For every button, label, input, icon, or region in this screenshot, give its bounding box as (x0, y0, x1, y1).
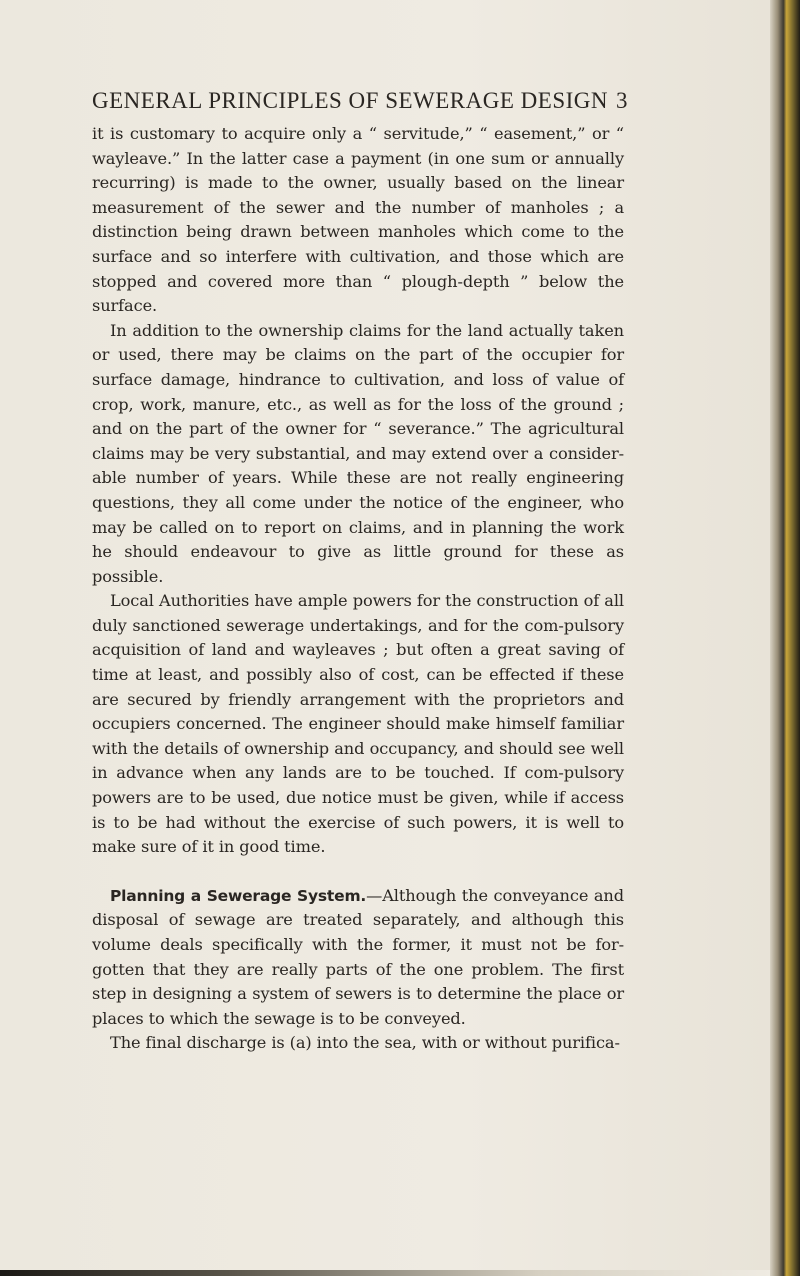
body-text (92, 122, 624, 1056)
book-spine-edge (770, 0, 800, 1276)
paragraph-4 (92, 884, 624, 1032)
paragraph-4-text: —Although the conveyance and disposal of sewage are treated separately, and although this volume deals specifically with the former, it must not be for-gotten that they are really parts of the one problem. The first step in designing a system of sewers is to determine the place or places to which the sewage is to be conveyed. (92, 885, 624, 1028)
page-number: 3 (616, 88, 628, 113)
paragraph-1: it is customary to acquire only a “ servitude,” “ easement,” or “ wayleave.” In the latter case a payment (in one sum or annually recurring) is made to the owner, usually based on the linear measurement of the sewer and the number of manholes ; a distinction being drawn between manholes which come to the surface and so interfere with cultivation, and those which are stopped and covered more than “ plough-depth ” below the surface. (92, 124, 624, 316)
running-title: GENERAL PRINCIPLES OF SEWERAGE DESIGN (92, 88, 608, 113)
paragraph-5: The final discharge is (a) into the sea, with or without purifica- (110, 1033, 620, 1053)
paragraph-2: In addition to the ownership claims for the land actually taken or used, there may be claims on the part of the occupier for surface damage, hindrance to cultivation, and loss of value of crop, work, manure, etc., as well as for the loss of the ground ; and on the part of the owner for “ severance.” The agricultural claims may be very substantial, and may extend over a consider-able number of years. While these are not really engineering questions, they all come under the notice of the engineer, who may be called on to report on claims, and in planning the work he should endeavour to give as little ground for these as possible. (92, 320, 624, 586)
running-header (92, 88, 628, 118)
page-bottom-shadow (0, 1270, 770, 1276)
paragraph-3: Local Authorities have ample powers for the construction of all duly sanctioned sewerage undertakings, and for the com-pulsory acquisition of land and wayleaves ; but often a great saving of time at least, and possibly also of cost, can be effected if these are secured by friendly arrangement with the proprietors and occupiers concerned. The engineer should make himself familiar with the details of ownership and occupancy, and should see well in advance when any lands are to be touched. If com-pulsory powers are to be used, due notice must be given, while if access is to be had without the exercise of such powers, it is well to make sure of it in good time. (92, 591, 624, 857)
section-title: Planning a Sewerage System. (110, 886, 367, 905)
